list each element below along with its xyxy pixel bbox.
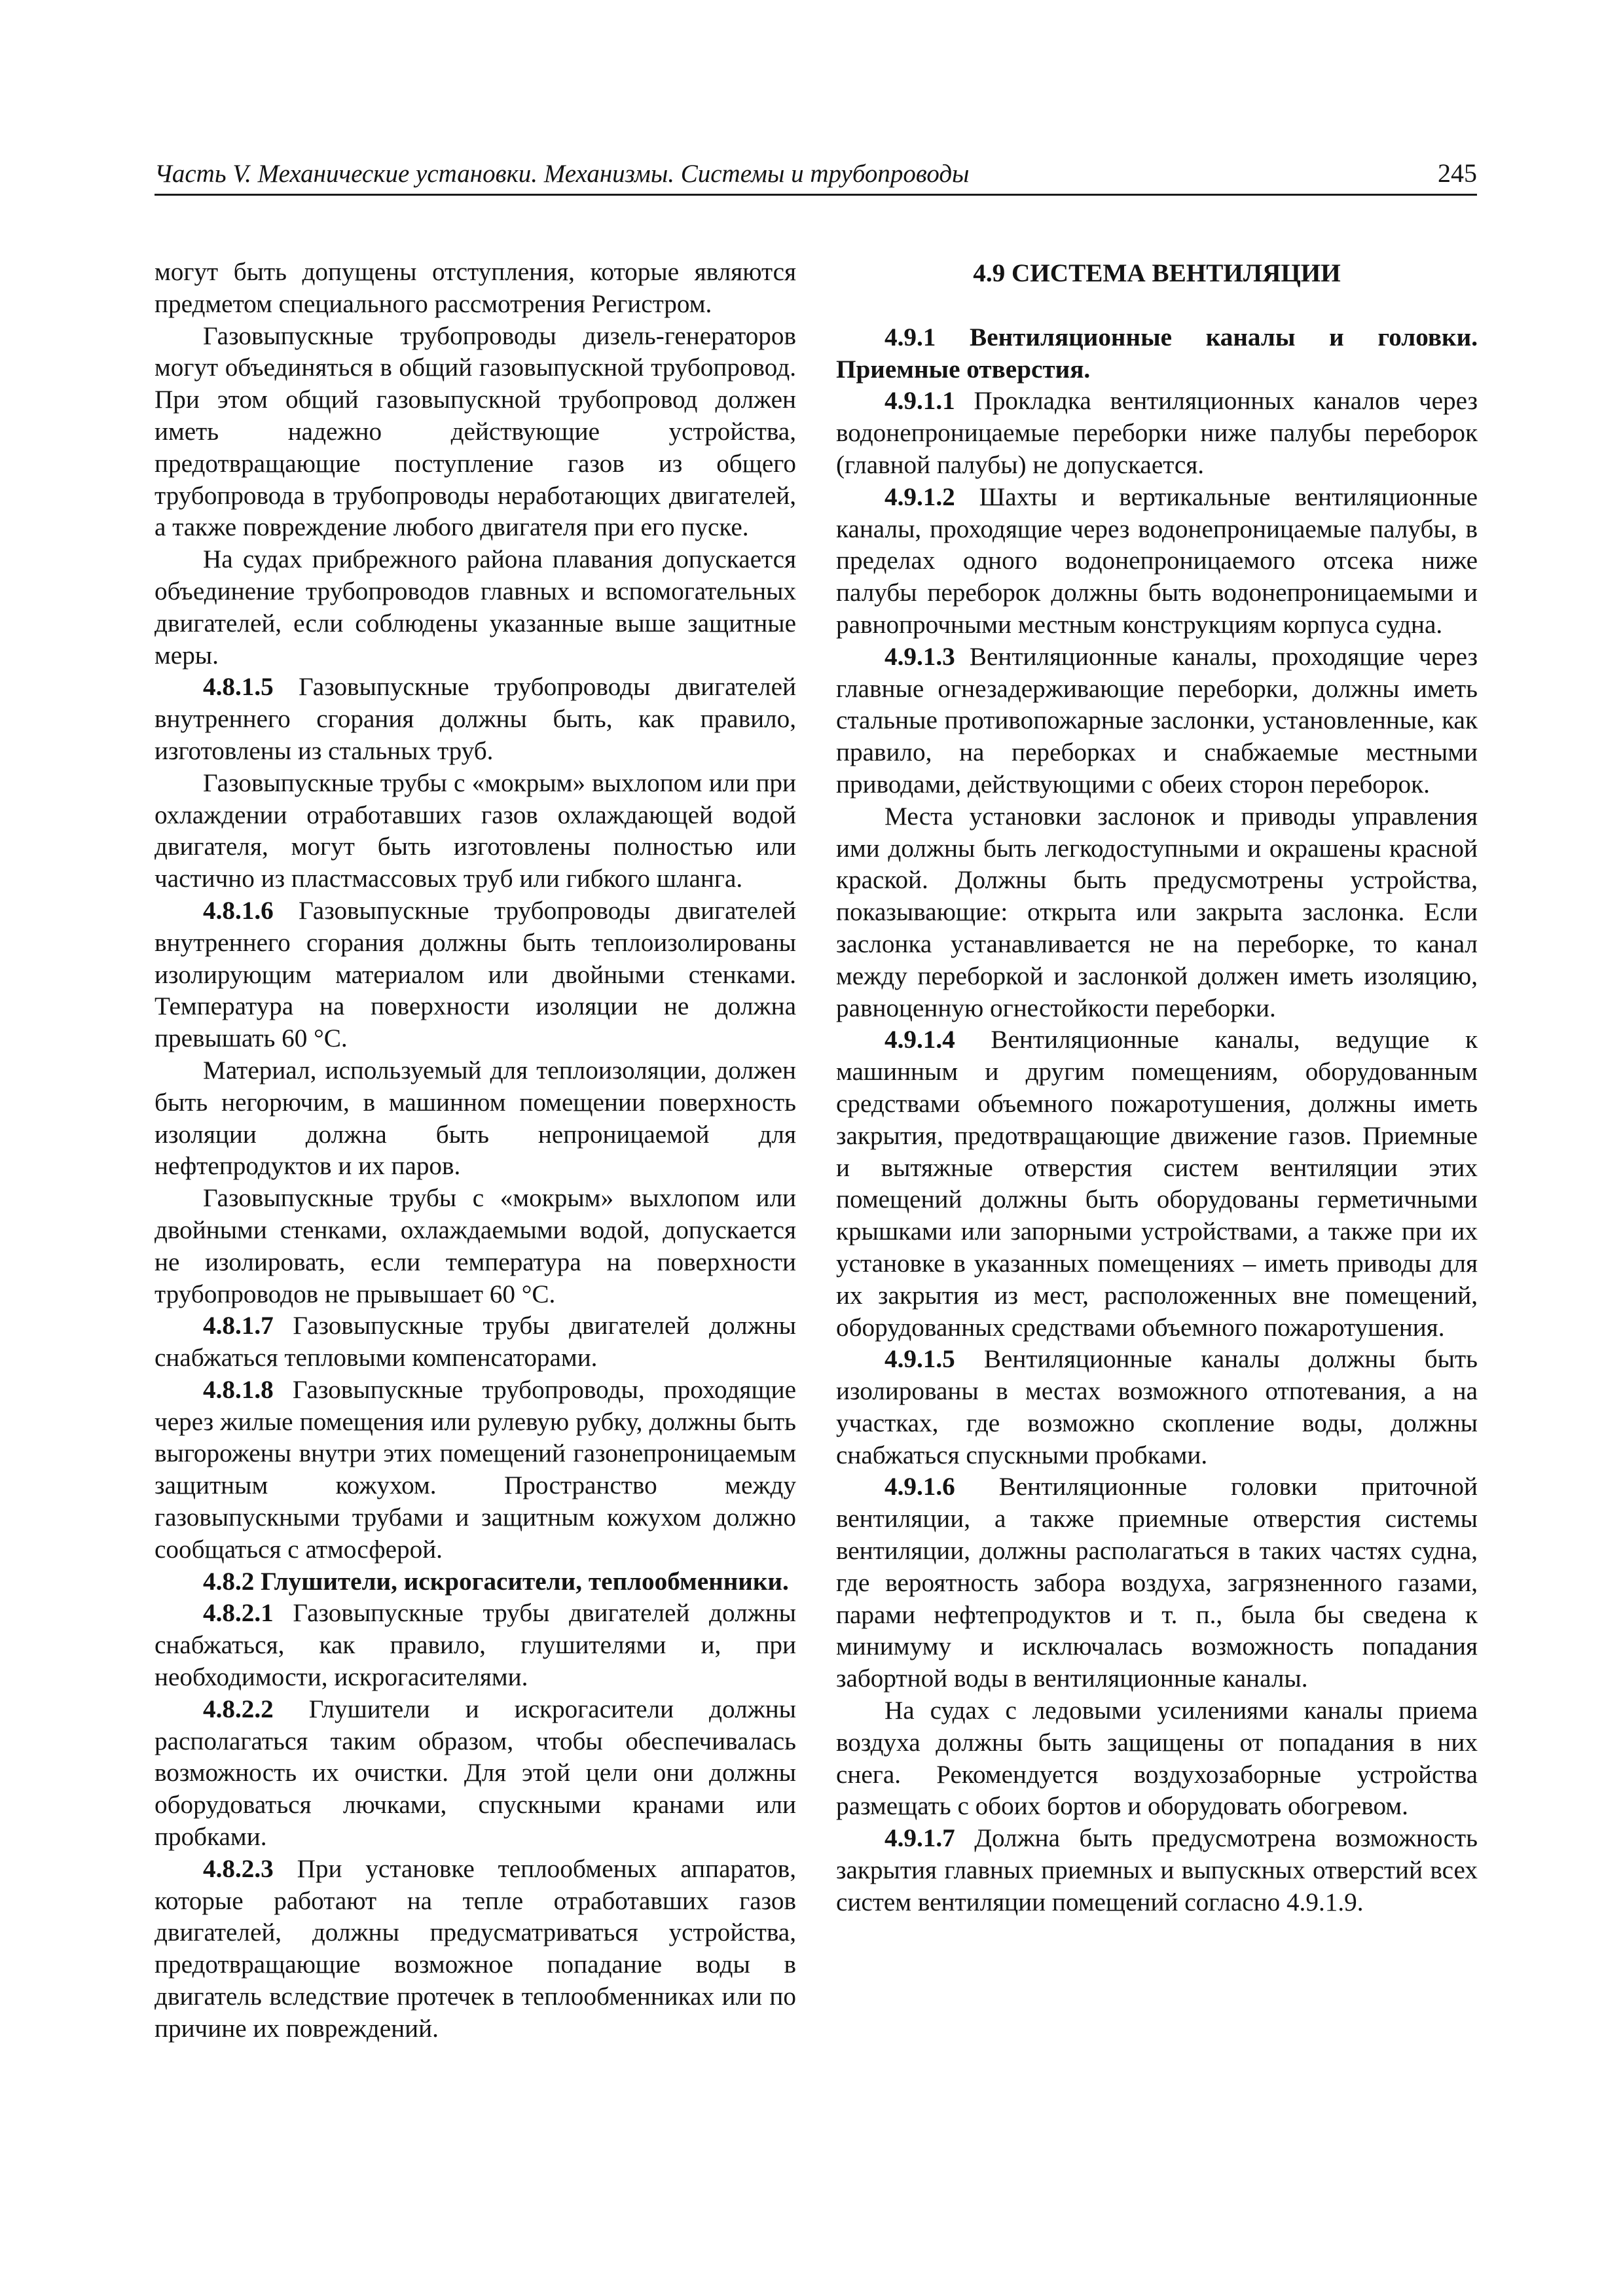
clause-text: Должна быть предусмотрена возможность закрытия главных приемных и выпускных отверстий всех систем вентиляции помещений согласно 4.9.1.9. <box>836 1824 1478 1916</box>
clause-number: 4.8.1.6 <box>203 896 274 925</box>
clause-text: Газовыпускные трубы двигателей должны снабжаться тепловыми компенсаторами. <box>155 1312 796 1372</box>
clause-number: 4.9.1.3 <box>884 642 955 671</box>
paragraph: Газовыпускные трубы с «мокрым» выхлопом или при охлаждении отработавших газов охлаждающей водой двигателя, могут быть изготовлены полностью или частично из пластмассовых труб или гибкого шланга. <box>155 768 796 893</box>
clause-number: 4.8.2.2 <box>203 1695 274 1723</box>
clause-number: 4.9.1.2 <box>884 482 955 511</box>
clause-number: 4.9.1.6 <box>884 1473 955 1501</box>
paragraph: Газовыпускные трубы с «мокрым» выхлопом или двойными стенками, охлаждаемыми водой, допускается не изолировать, если температура на поверхности трубопроводов не прывышает 60 °С. <box>155 1184 796 1308</box>
clause-text: Вентиляционные головки приточной вентиляции, а также приемные отверстия системы вентиляции, должны располагаться в таких частях судна, где вероятность забора воздуха, загрязненного газами, парами нефтепродуктов и т. п., была бы сведена к минимуму и исключалась возможность попадания забортной воды в вентиляционные каналы. <box>836 1473 1478 1693</box>
paragraph <box>836 386 1478 481</box>
running-header-title: Часть V. Механические установки. Механизмы. Системы и трубопроводы <box>155 160 970 188</box>
paragraph: Газовыпускные трубопроводы дизель-генераторов могут объединяться в общий газовыпускной трубопровод. При этом общий газовыпускной трубопровод должен иметь надежно действующие устройства, предотвращающие поступление газов из общего трубопровода в трубопроводы неработающих двигателей, а также повреждение любого двигателя при его пуске. <box>155 321 796 542</box>
paragraph: Места установки заслонок и приводы управления ими должны быть легкодоступными и окрашены красной краской. Должны быть предусмотрены устройства, показывающие: открыта или закрыта заслонка. Если заслонка устанавливается не на переборке, то канал между переборкой и заслонкой должен иметь изоляцию, равноценную огнестойкости переборки. <box>836 802 1478 1022</box>
paragraph <box>155 895 796 1055</box>
clause-text: Газовыпускные трубопроводы двигателей внутреннего сгорания должны быть, как правило, изготовлены из стальных труб. <box>155 673 796 765</box>
clause-text: Газовыпускные трубы двигателей должны снабжаться, как правило, глушителями и, при необходимости, искрогасителями. <box>155 1599 796 1692</box>
paragraph: На судах с ледовыми усилениями каналы приема воздуха должны быть защищены от попадания в них снега. Рекомендуется воздухозаборные устройства размещать с обоих бортов и оборудовать обогревом. <box>836 1696 1478 1821</box>
clause-number: 4.9.1.4 <box>884 1026 955 1054</box>
clause-number: 4.8.2.3 <box>203 1854 274 1883</box>
subsection-heading: 4.8.2 Глушители, искрогасители, теплообменники. <box>203 1567 789 1596</box>
left-column <box>155 257 796 2045</box>
clause-text: Вентиляционные каналы, проходящие через главные огнезадерживающие переборки, должны иметь стальные противопожарные заслонки, установленные, как правило, на переборках и снабжаемые местными приводами, действующими с обеих сторон переборок. <box>836 642 1478 798</box>
clause-text: Газовыпускные трубопроводы двигателей внутреннего сгорания должны быть теплоизолированы изолирующим материалом или двойными стенками. Температура на поверхности изоляции не должна превышать 60 °С. <box>155 896 796 1053</box>
clause-text: Вентиляционные каналы, ведущие к машинным и другим помещениям, оборудованным средствами объемного пожаротушения, должны иметь закрытия, предотвращающие движение газов. Приемные и вытяжные отверстия систем вентиляции этих помещений должны быть оборудованы герметичными крышками или запорными устройствами, а также при их установке в указанных помещениях – иметь приводы для их закрытия из мест, расположенных вне помещений, оборудованных средствами объемного пожаротушения. <box>836 1026 1478 1342</box>
paragraph <box>836 1471 1478 1695</box>
subsection-heading: 4.9.1 Вентиляционные каналы и головки. Приемные отверстия. <box>836 323 1478 384</box>
clause-text: Газовыпускные трубопроводы, проходящие через жилые помещения или рулевую рубку, должны быть выгорожены внутри этих помещений газонепроницаемым защитным кожухом. Пространство между газовыпускными трубами и защитным кожухом должно сообщаться с атмосферой. <box>155 1375 796 1564</box>
paragraph <box>836 1024 1478 1344</box>
running-header <box>155 152 1477 196</box>
clause-number: 4.8.1.8 <box>203 1375 274 1404</box>
clause-text: Глушители и искрогасители должны располагаться таким образом, чтобы обеспечивалась возможность их очистки. Для этой цели они должны оборудоваться лючками, спускными кранами или пробками. <box>155 1695 796 1852</box>
clause-number: 4.8.2.1 <box>203 1599 274 1628</box>
clause-text: При установке теплообменых аппаратов, которые работают на тепле отработавших газов двигателей, должны предусматриваться устройства, предотвращающие возможное попадание воды в двигатель вследствие протечек в теплообменниках или по причине их повреждений. <box>155 1854 796 2043</box>
clause-number: 4.9.1.5 <box>884 1345 955 1374</box>
paragraph: могут быть допущены отступления, которые являются предметом специального рассмотрения Регистром. <box>155 258 796 318</box>
clause-text: Шахты и вертикальные вентиляционные каналы, проходящие через водонепроницаемые палубы, в пределах одного водонепроницаемого отсека ниже палубы переборок должны быть водонепроницаемыми и равнопрочными местным конструкциям корпуса судна. <box>836 482 1478 639</box>
paragraph <box>155 1374 796 1566</box>
section-heading: 4.9 СИСТЕМА ВЕНТИЛЯЦИИ <box>973 259 1341 287</box>
paragraph <box>155 1854 796 2045</box>
paragraph <box>155 1694 796 1854</box>
page-number: 245 <box>1438 158 1477 188</box>
paragraph: Материал, используемый для теплоизоляции, должен быть негорючим, в машинном помещении поверхность изоляции должна быть непроницаемой для нефтепродуктов и их паров. <box>155 1056 796 1181</box>
paragraph <box>836 1823 1478 1918</box>
paragraph <box>155 672 796 767</box>
paragraph <box>155 1598 796 1693</box>
paragraph <box>836 1344 1478 1471</box>
clause-number: 4.8.1.5 <box>203 673 274 702</box>
clause-number: 4.9.1.7 <box>884 1824 955 1853</box>
paragraph <box>155 1310 796 1374</box>
clause-number: 4.8.1.7 <box>203 1312 274 1340</box>
right-column <box>836 257 1478 1919</box>
paragraph: На судах прибрежного района плавания допускается объединение трубопроводов главных и вспомогательных двигателей, если соблюдены указанные выше защитные меры. <box>155 545 796 670</box>
clause-number: 4.9.1.1 <box>884 387 955 416</box>
paragraph <box>836 641 1478 801</box>
clause-text: Вентиляционные каналы должны быть изолированы в местах возможного отпотевания, а на участках, где возможно скопление воды, должны снабжаться спускными пробками. <box>836 1345 1478 1469</box>
clause-text: Прокладка вентиляционных каналов через водонепроницаемые переборки ниже палубы переборок (главной палубы) не допускается. <box>836 387 1478 479</box>
paragraph <box>836 482 1478 641</box>
